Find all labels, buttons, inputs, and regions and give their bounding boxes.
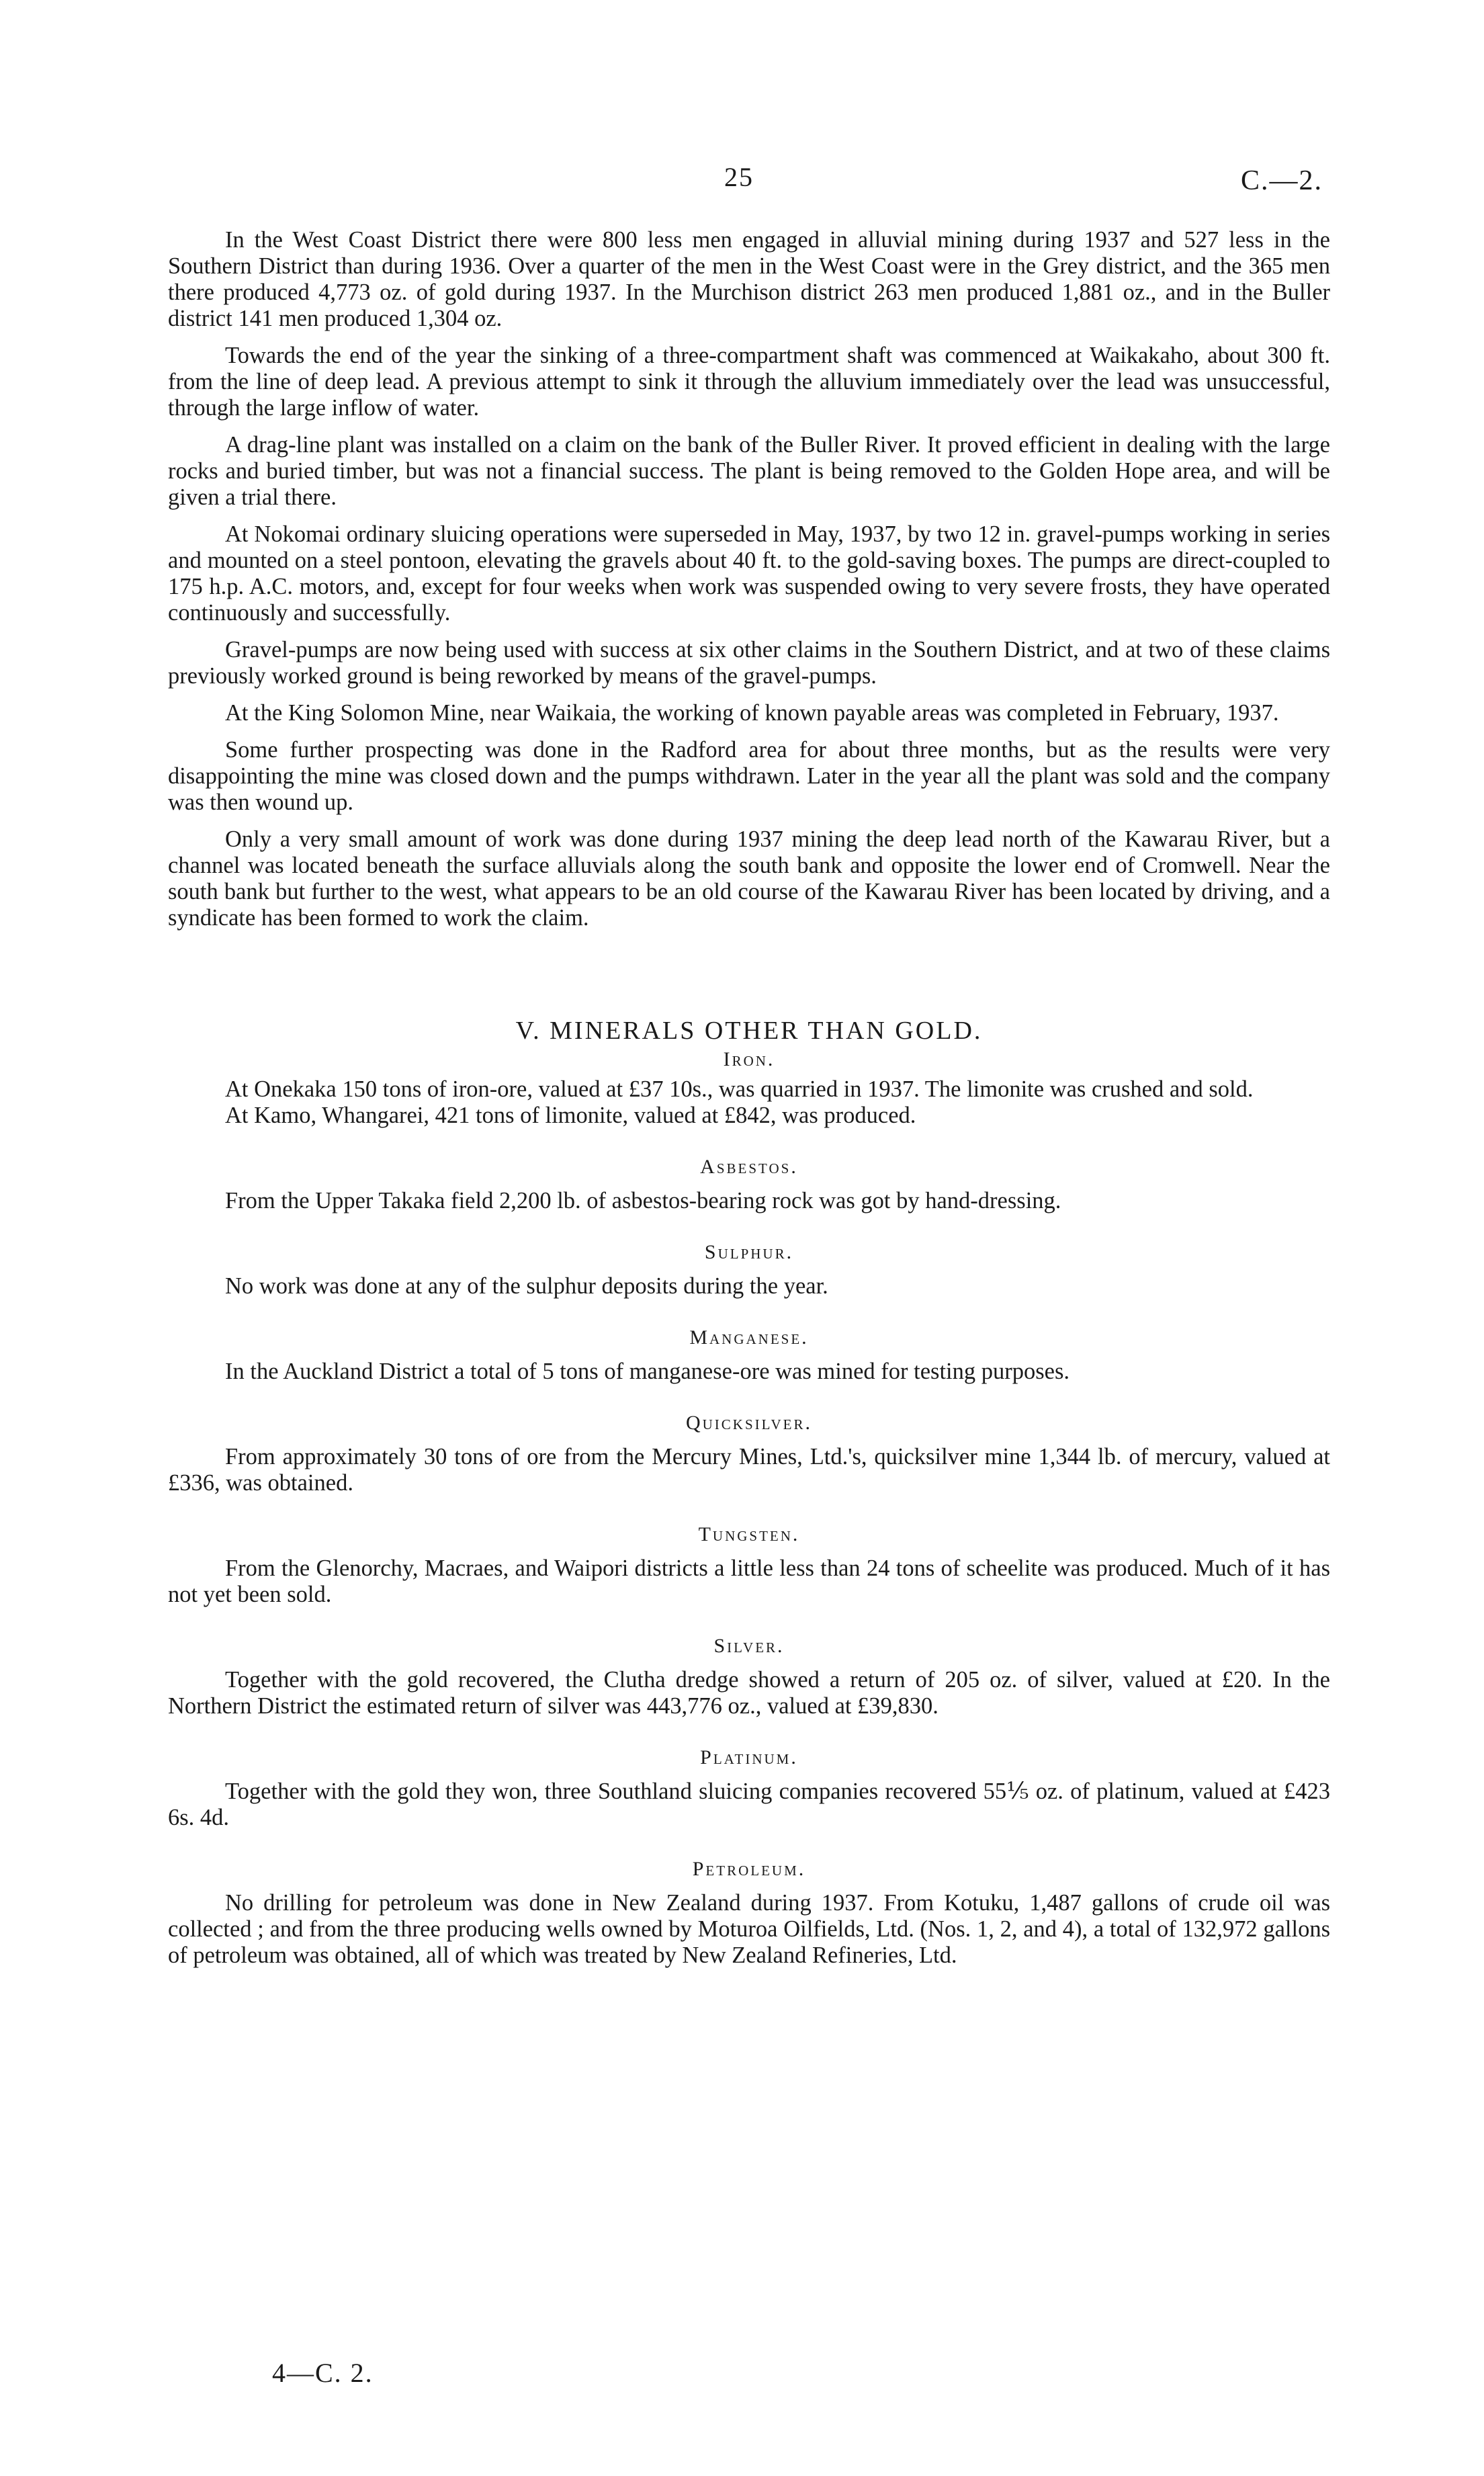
- paragraph-sulphur: No work was done at any of the sulphur deposits during the year.: [225, 1273, 828, 1299]
- heading-platinum: Platinum.: [700, 1746, 798, 1768]
- paragraph-nokomai: At Nokomai ordinary sluicing operations were superseded in May, 1937, by two 12 in. gravel-pumps working in series and mounted on a steel pontoon, elevating the gravels about 40 ft. to the gold-saving boxes. The pumps are direct-coupled to 175 h.p. A.C. motors, and, except for four weeks when work was suspended owing to very severe frosts, they have operated continuously and successfully.: [168, 521, 1330, 626]
- paragraph-waikakaho: Towards the end of the year the sinking of a three-compartment shaft was commenced at Waikakaho, about 300 ft. from the line of deep lead. A previous attempt to sink it through the alluvium immediately over the lead was unsuccessful, through the large inflow of water.: [168, 343, 1330, 421]
- paragraph-west-coast: In the West Coast District there were 800 less men engaged in alluvial mining during 1937 and 527 less in the Southern District than during 1936. Over a quarter of the men in the West Coast were in the Grey district, and the 365 men there produced 4,773 oz. of gold during 1937. In the Murchison district 263 men produced 1,881 oz., and in the Buller district 141 men produced 1,304 oz.: [168, 227, 1330, 331]
- paragraph-radford: Some further prospecting was done in the Radford area for about three months, but as the results were very disappointing the mine was closed down and the pumps withdrawn. Later in the year all the plant was sold and the company was then wound up.: [168, 737, 1330, 815]
- heading-tungsten: Tungsten.: [698, 1523, 800, 1545]
- footer-signature: 4—C. 2.: [272, 2358, 374, 2388]
- paragraph-platinum: Together with the gold they won, three Southland sluicing companies recovered 55⅕ oz. of platinum, valued at £423 6s. 4d.: [168, 1779, 1330, 1830]
- paragraph-king-solomon: At the King Solomon Mine, near Waikaia, the working of known payable areas was completed in February, 1937.: [225, 700, 1279, 726]
- heading-iron: Iron.: [723, 1048, 775, 1070]
- paragraph-silver: Together with the gold recovered, the Clutha dredge showed a return of 205 oz. of silver, valued at £20. In the Northern District the estimated return of silver was 443,776 oz., valued at £39,830.: [168, 1667, 1330, 1719]
- section-title: V. MINERALS OTHER THAN GOLD.: [515, 1017, 983, 1045]
- paragraph-iron-kamo: At Kamo, Whangarei, 421 tons of limonite, valued at £842, was produced.: [225, 1103, 916, 1128]
- heading-petroleum: Petroleum.: [692, 1858, 806, 1880]
- heading-sulphur: Sulphur.: [704, 1241, 794, 1263]
- document-body: [168, 227, 1330, 1979]
- page-number: 25: [724, 162, 754, 192]
- paragraph-manganese: In the Auckland District a total of 5 tons of manganese-ore was mined for testing purposes.: [225, 1359, 1070, 1384]
- paragraph-drag-line: A drag-line plant was installed on a claim on the bank of the Buller River. It proved efficient in dealing with the large rocks and buried timber, but was not a financial success. The plant is being removed to the Golden Hope area, and will be given a trial there.: [168, 432, 1330, 510]
- heading-asbestos: Asbestos.: [700, 1156, 798, 1178]
- paragraph-tungsten: From the Glenorchy, Macraes, and Waipori districts a little less than 24 tons of scheelite was produced. Much of it has not yet been sold.: [168, 1555, 1330, 1607]
- heading-manganese: Manganese.: [689, 1326, 809, 1349]
- paragraph-iron-onekaka: At Onekaka 150 tons of iron-ore, valued at £37 10s., was quarried in 1937. The limonite was crushed and sold.: [225, 1076, 1254, 1102]
- paragraph-asbestos: From the Upper Takaka field 2,200 lb. of asbestos-bearing rock was got by hand-dressing.: [225, 1188, 1061, 1213]
- heading-silver: Silver.: [713, 1635, 785, 1657]
- paragraph-gravel-pumps: Gravel-pumps are now being used with success at six other claims in the Southern District, and at two of these claims previously worked ground is being reworked by means of the gravel-pumps.: [168, 637, 1330, 689]
- paragraph-kawarau: Only a very small amount of work was done during 1937 mining the deep lead north of the Kawarau River, but a channel was located beneath the surface alluvials along the south bank and opposite the lower end of Cromwell. Near the south bank but further to the west, what appears to be an old course of the Kawarau River has been located by driving, and a syndicate has been formed to work the claim.: [168, 826, 1330, 931]
- document-reference: C.—2.: [1240, 165, 1323, 196]
- paragraph-quicksilver: From approximately 30 tons of ore from the Mercury Mines, Ltd.'s, quicksilver mine 1,344 lb. of mercury, valued at £336, was obtained.: [168, 1444, 1330, 1496]
- heading-quicksilver: Quicksilver.: [685, 1412, 813, 1434]
- paragraph-petroleum: No drilling for petroleum was done in New Zealand during 1937. From Kotuku, 1,487 gallons of crude oil was collected ; and from the three producing wells owned by Moturoa Oilfields, Ltd. (Nos. 1, 2, and 4), a total of 132,972 gallons of petroleum was obtained, all of which was treated by New Zealand Refineries, Ltd.: [168, 1890, 1330, 1968]
